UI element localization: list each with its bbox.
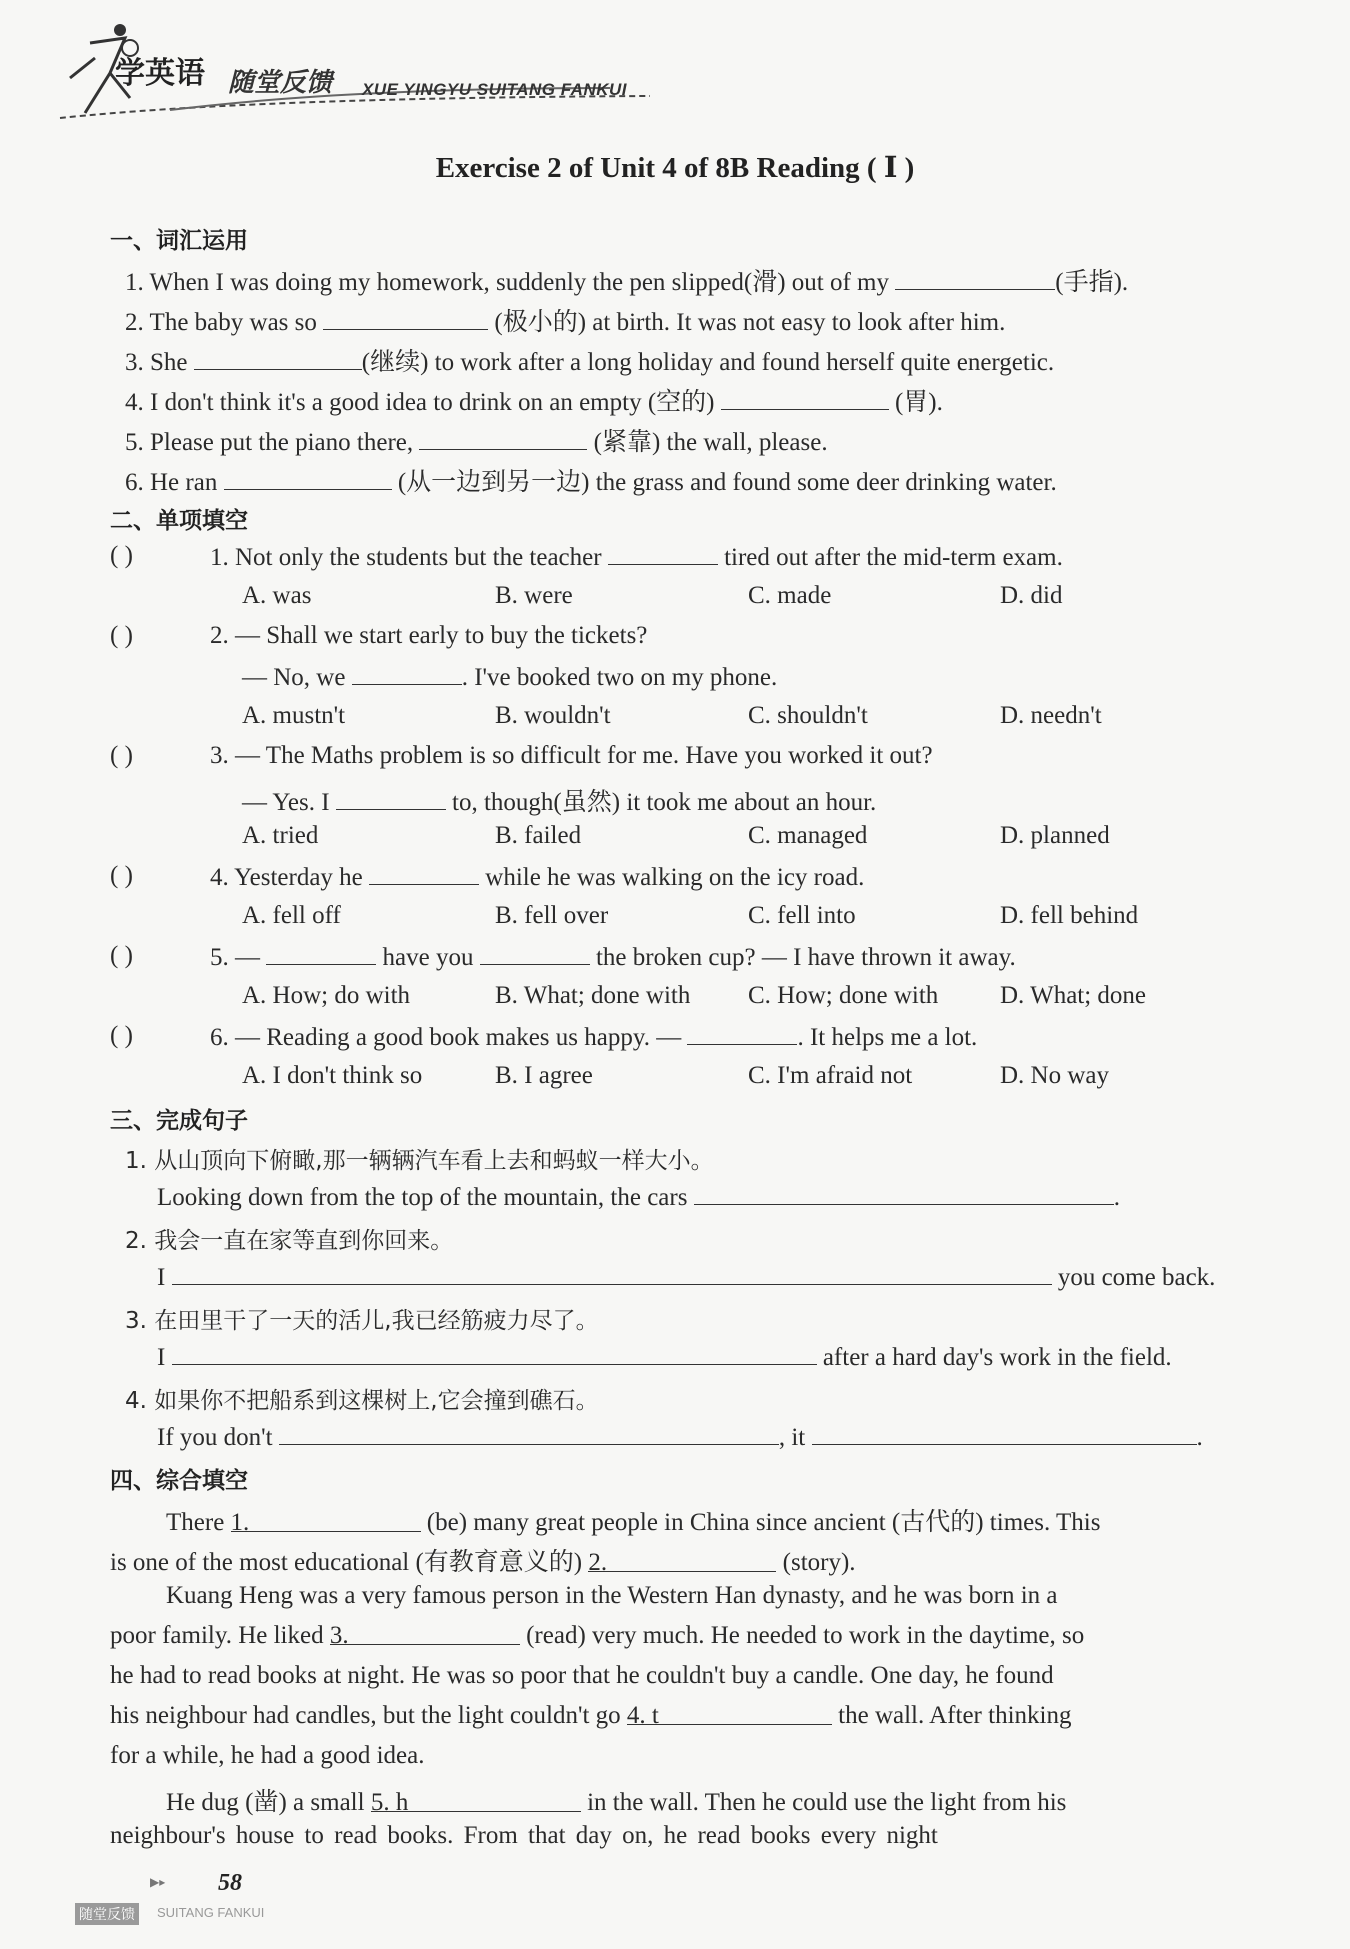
cloze-line: There 1. (be) many great people in China since ancient (古代的) times. This xyxy=(166,1509,1101,1536)
mc-option: D. needn't xyxy=(1000,702,1102,729)
sentence-cn: 3. 在田里干了一天的活儿,我已经筋疲力尽了。 xyxy=(125,1308,599,1334)
mc-question-line2: — Yes. I to, though(虽然) it took me about an hour. xyxy=(242,789,877,816)
cloze-line: is one of the most educational (有教育意义的) 2. (story). xyxy=(110,1549,856,1576)
mc-option: B. failed xyxy=(495,822,582,849)
sentence-en: Looking down from the top of the mountain, the cars . xyxy=(157,1184,1120,1211)
mc-paren: ( ) xyxy=(110,542,133,569)
cloze-line: neighbour's house to read books. From that day on, he read books every night xyxy=(110,1822,938,1849)
mc-question: 3. — The Maths problem is so difficult for me. Have you worked it out? xyxy=(210,742,933,769)
vocab-item: 6. He ran (从一边到另一边) the grass and found some deer drinking water. xyxy=(125,469,1057,496)
sentence-en: I you come back. xyxy=(157,1264,1216,1291)
mc-option: A. tried xyxy=(242,822,319,849)
footer-tag-english: SUITANG FANKUI xyxy=(157,1905,265,1920)
mc-paren: ( ) xyxy=(110,742,133,769)
page-title: Exercise 2 of Unit 4 of 8B Reading ( Ⅰ ) xyxy=(435,152,915,184)
cloze-line: he had to read books at night. He was so poor that he couldn't buy a candle. One day, he found xyxy=(110,1662,1054,1689)
vocab-item: 2. The baby was so (极小的) at birth. It was not easy to look after him. xyxy=(125,309,1006,336)
mc-question: 1. Not only the students but the teacher tired out after the mid-term exam. xyxy=(210,544,1063,571)
mc-question: 2. — Shall we start early to buy the tickets? xyxy=(210,622,648,649)
vocab-item: 4. I don't think it's a good idea to drink on an empty (空的) (胃). xyxy=(125,389,943,416)
mc-option: C. shouldn't xyxy=(748,702,868,729)
mc-option: D. No way xyxy=(1000,1062,1110,1089)
footer-tag: 随堂反馈 xyxy=(75,1903,139,1925)
mc-paren: ( ) xyxy=(110,862,133,889)
mc-option: C. managed xyxy=(748,822,868,849)
section-heading-sentences: 三、完成句子 xyxy=(110,1108,248,1134)
mc-option: D. What; done xyxy=(1000,982,1147,1009)
mc-paren: ( ) xyxy=(110,622,133,649)
sentence-en: If you don't , it . xyxy=(157,1424,1203,1451)
cloze-line: He dug (凿) a small 5. h in the wall. Then he could use the light from his xyxy=(166,1789,1067,1816)
vocab-item: 1. When I was doing my homework, suddenly the pen slipped(滑) out of my (手指). xyxy=(125,269,1129,296)
logo-cn: 学英语 xyxy=(115,56,205,91)
mc-question: 5. — have you the broken cup? — I have thrown it away. xyxy=(210,944,1016,971)
section-heading-mc: 二、单项填空 xyxy=(110,508,248,534)
sentence-cn: 2. 我会一直在家等直到你回来。 xyxy=(125,1228,454,1254)
mc-option: A. mustn't xyxy=(242,702,346,729)
mc-question: 6. — Reading a good book makes us happy. — . It helps me a lot. xyxy=(210,1024,978,1051)
mc-option: A. fell off xyxy=(242,902,341,929)
sentence-cn: 4. 如果你不把船系到这棵树上,它会撞到礁石。 xyxy=(125,1388,599,1414)
sentence-en: I after a hard day's work in the field. xyxy=(157,1344,1172,1371)
section-heading-vocab: 一、词汇运用 xyxy=(110,228,248,254)
mc-question-line2: — No, we . I've booked two on my phone. xyxy=(242,664,778,691)
mc-option: D. planned xyxy=(1000,822,1110,849)
mc-option: B. What; done with xyxy=(495,982,691,1009)
mc-option: A. I don't think so xyxy=(242,1062,423,1089)
vocab-item: 3. She (继续) to work after a long holiday and found herself quite energetic. xyxy=(125,349,1055,376)
logo-subtitle: 随堂反馈 xyxy=(228,68,333,98)
mc-option: C. made xyxy=(748,582,832,609)
mc-option: B. I agree xyxy=(495,1062,593,1089)
mc-option: B. fell over xyxy=(495,902,609,929)
cloze-line: poor family. He liked 3. (read) very much. He needed to work in the daytime, so xyxy=(110,1622,1085,1649)
cloze-line: for a while, he had a good idea. xyxy=(110,1742,425,1769)
mc-option: C. fell into xyxy=(748,902,856,929)
mc-question: 4. Yesterday he while he was walking on the icy road. xyxy=(210,864,865,891)
section-heading-cloze: 四、综合填空 xyxy=(110,1468,248,1494)
mc-option: C. How; done with xyxy=(748,982,939,1009)
mc-option: A. was xyxy=(242,582,312,609)
header-logo xyxy=(50,18,670,128)
mc-option: B. wouldn't xyxy=(495,702,611,729)
cloze-line: Kuang Heng was a very famous person in the Western Han dynasty, and he was born in a xyxy=(166,1582,1058,1609)
mc-option: C. I'm afraid not xyxy=(748,1062,913,1089)
cloze-line: his neighbour had candles, but the light couldn't go 4. t the wall. After thinking xyxy=(110,1702,1072,1729)
vocab-item: 5. Please put the piano there, (紧靠) the wall, please. xyxy=(125,429,828,456)
mc-option: D. fell behind xyxy=(1000,902,1139,929)
mc-option: B. were xyxy=(495,582,573,609)
mc-option: D. did xyxy=(1000,582,1063,609)
mc-paren: ( ) xyxy=(110,942,133,969)
footer-arrows-icon: ▶▸ xyxy=(150,1875,166,1889)
mc-option: A. How; do with xyxy=(242,982,411,1009)
page-number: 58 xyxy=(218,1870,242,1896)
sentence-cn: 1. 从山顶向下俯瞰,那一辆辆汽车看上去和蚂蚁一样大小。 xyxy=(125,1148,714,1174)
logo-english: XUE YINGYU SUITANG FANKUI xyxy=(362,80,628,99)
mc-paren: ( ) xyxy=(110,1022,133,1049)
